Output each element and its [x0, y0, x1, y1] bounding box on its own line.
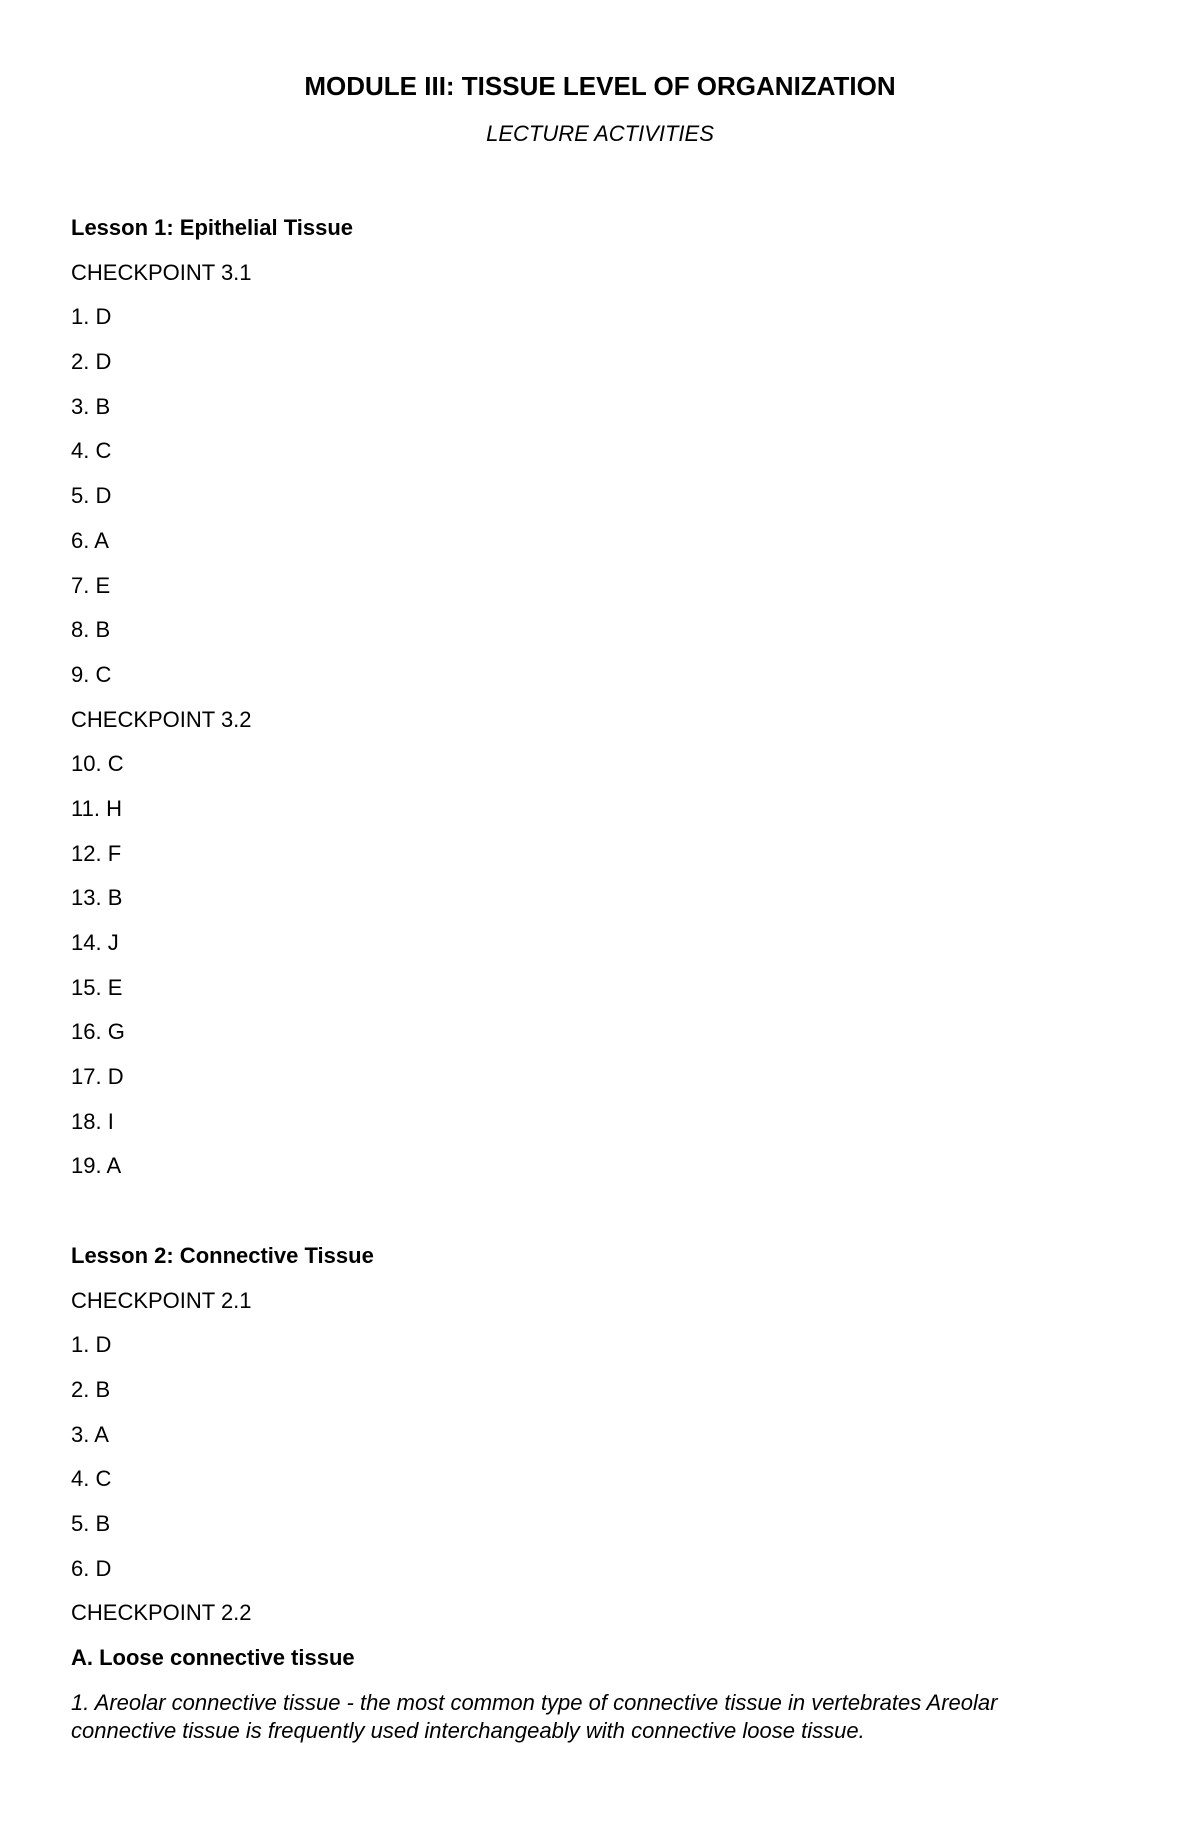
answer-item: 6. A — [71, 527, 109, 553]
answer-item: 8. B — [71, 617, 111, 643]
document-body — [71, 206, 1131, 1745]
page-subtitle: LECTURE ACTIVITIES — [486, 121, 714, 146]
answer-item: 1. D — [71, 304, 112, 330]
answer-item: 12. F — [71, 840, 122, 866]
checkpoint-3-2-label: CHECKPOINT 3.2 — [71, 706, 252, 732]
answer-item: 11. H — [71, 795, 122, 821]
checkpoint-2-1-label: CHECKPOINT 2.1 — [71, 1287, 252, 1313]
lesson-2-heading: Lesson 2: Connective Tissue — [71, 1242, 374, 1268]
answer-item: 1. D — [71, 1332, 112, 1358]
answer-item: 4. C — [71, 1466, 112, 1492]
answer-item: 14. J — [71, 930, 119, 955]
answer-item: 9. C — [71, 661, 112, 687]
section-spacer — [71, 1189, 1131, 1234]
checkpoint-3-1-label: CHECKPOINT 3.1 — [71, 259, 252, 285]
answer-item: 19. A — [71, 1153, 122, 1179]
answer-item: 4. C — [71, 438, 112, 464]
areolar-tissue-paragraph: 1. Areolar connective tissue - the most common type of connective tissue in vertebrates Areolar connective tissue is frequently used interchangeably with connective loose tissue. — [71, 1689, 998, 1743]
answer-item: 18. I — [71, 1108, 114, 1134]
answer-item: 13. B — [71, 885, 123, 911]
answer-item: 6. D — [71, 1555, 112, 1581]
loose-connective-tissue-heading: A. Loose connective tissue — [71, 1645, 355, 1670]
checkpoint-2-2-label: CHECKPOINT 2.2 — [71, 1600, 252, 1626]
answer-item: 16. G — [71, 1019, 125, 1045]
answer-item: 3. B — [71, 393, 111, 419]
answer-item: 15. E — [71, 974, 123, 1000]
answer-item: 10. C — [71, 751, 124, 777]
answer-item: 7. E — [71, 572, 111, 598]
answer-item: 17. D — [71, 1064, 124, 1090]
page-title: MODULE III: TISSUE LEVEL OF ORGANIZATION — [304, 71, 896, 101]
answer-item: 3. A — [71, 1421, 109, 1447]
answer-item: 2. B — [71, 1376, 111, 1402]
lesson-1-heading: Lesson 1: Epithelial Tissue — [71, 215, 354, 240]
answer-item: 5. D — [71, 483, 112, 509]
answer-item: 2. D — [71, 349, 112, 375]
answer-item: 5. B — [71, 1510, 111, 1536]
